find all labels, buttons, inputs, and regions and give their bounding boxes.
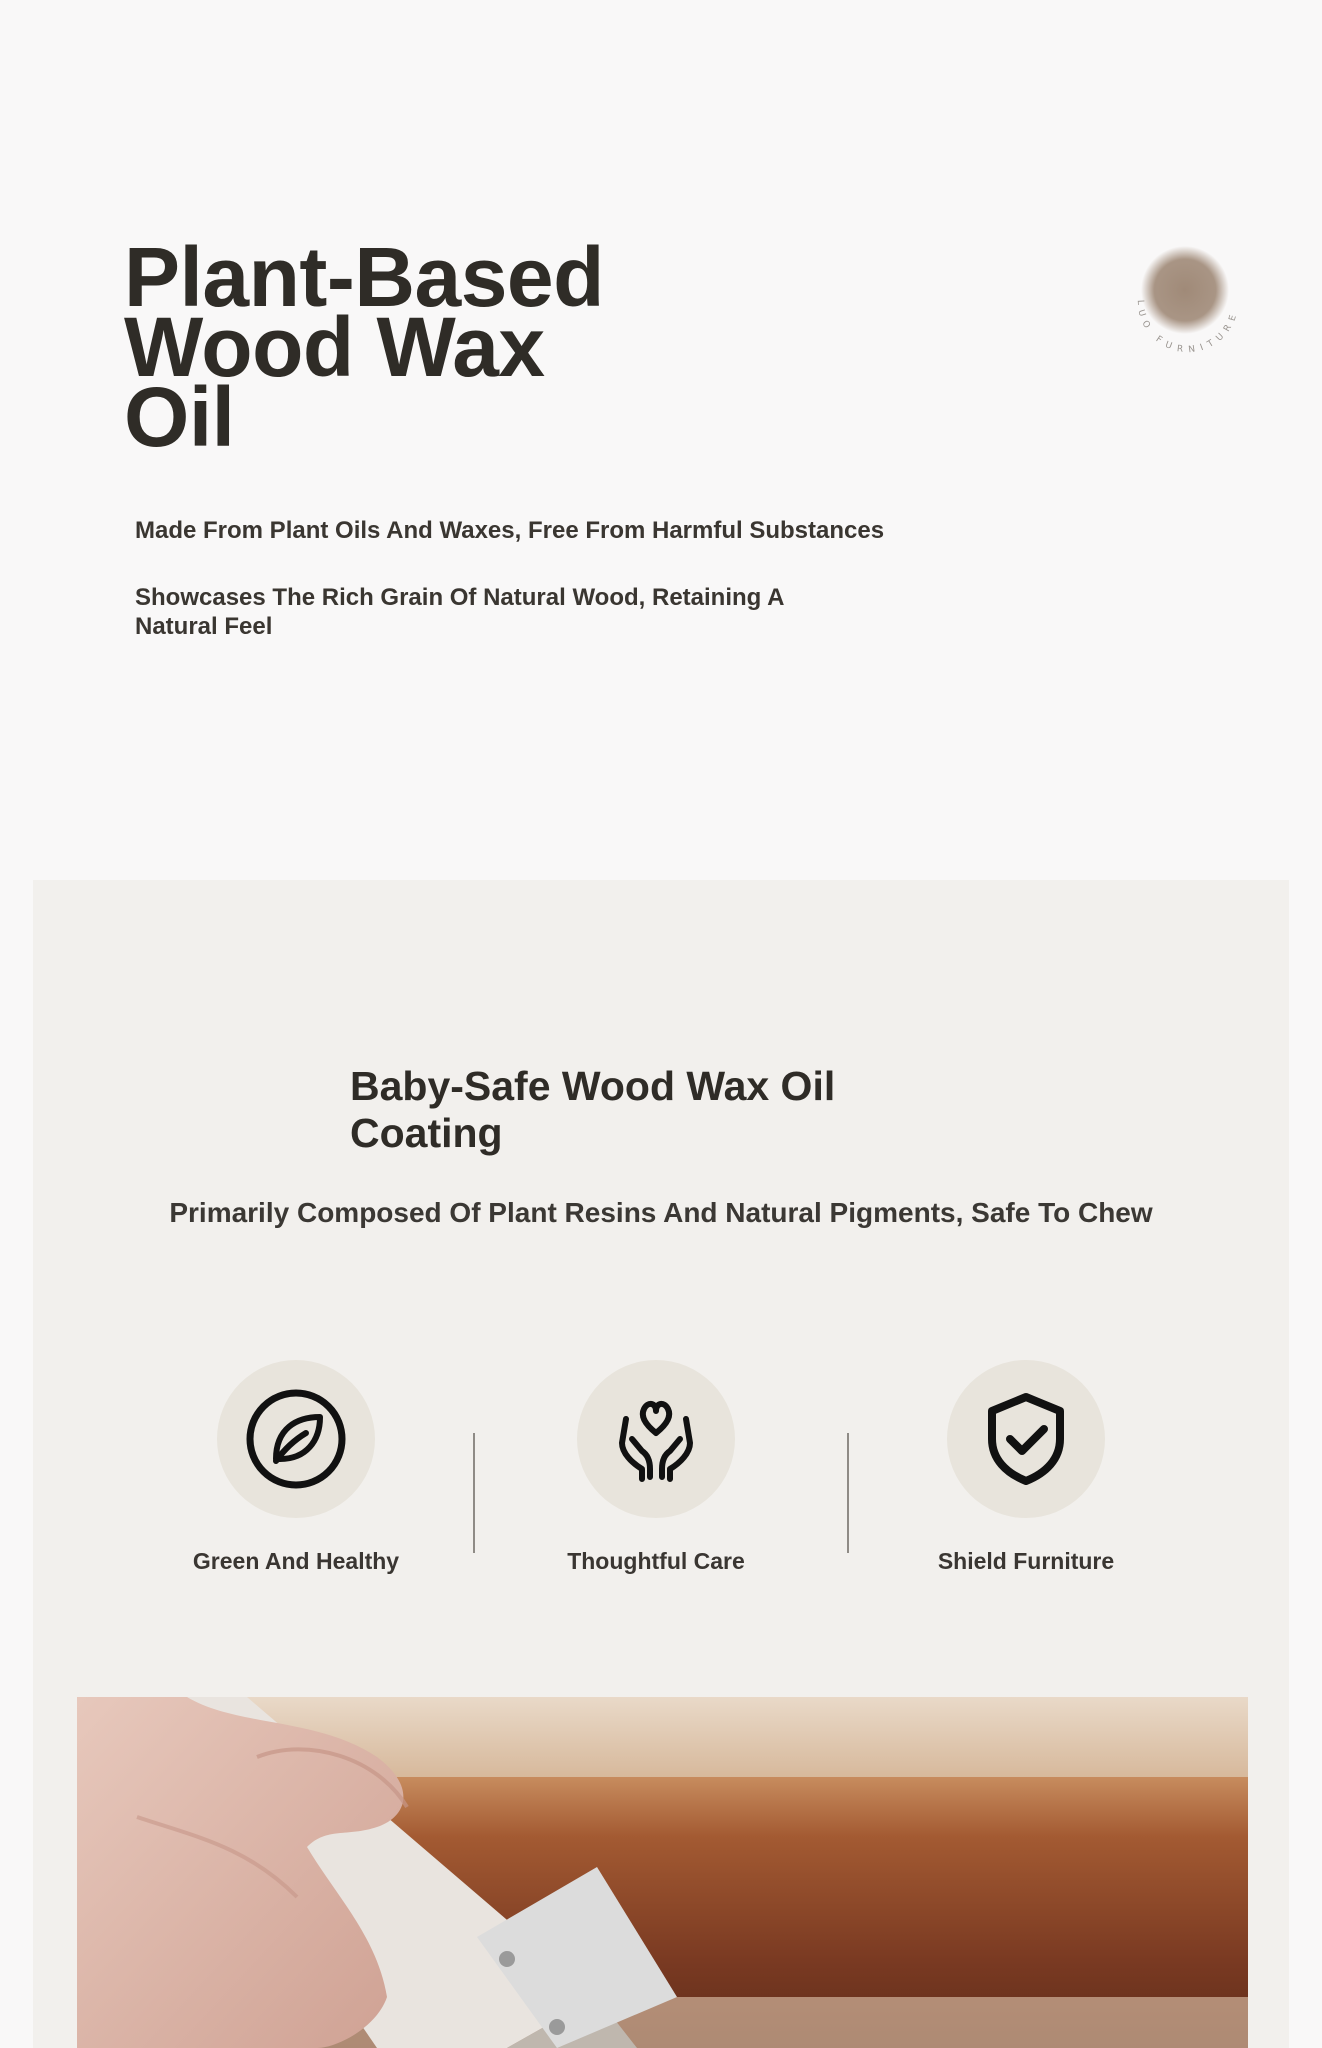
feature-divider bbox=[473, 1433, 475, 1553]
feature-icon-circle bbox=[217, 1360, 375, 1518]
brand-seal-icon bbox=[1120, 240, 1250, 400]
feature-icon-circle bbox=[577, 1360, 735, 1518]
section-title: Baby-Safe Wood Wax Oil Coating bbox=[350, 1063, 836, 1156]
feature-green-healthy bbox=[146, 1360, 446, 1575]
feature-label: Shield Furniture bbox=[937, 1548, 1115, 1574]
brand-seal-text: LUO FURNITURE bbox=[1134, 299, 1241, 356]
leaf-icon bbox=[246, 1389, 346, 1489]
feature-thoughtful-care bbox=[506, 1360, 806, 1575]
hero-feature-line: Showcases The Rich Grain Of Natural Wood, Retaining A Natural Feel bbox=[135, 584, 784, 640]
heart-hands-icon bbox=[606, 1389, 706, 1489]
shield-check-icon bbox=[976, 1389, 1076, 1489]
feature-divider bbox=[847, 1433, 849, 1553]
brand-seal-logo bbox=[1120, 240, 1250, 400]
hero-title bbox=[124, 230, 604, 464]
feature-shield-furniture bbox=[876, 1360, 1176, 1575]
hero-title-line: Wood Wax bbox=[124, 300, 545, 394]
feature-label: Thoughtful Care bbox=[567, 1548, 745, 1574]
section-subtitle: Primarily Composed Of Plant Resins And Natural Pigments, Safe To Chew bbox=[169, 1197, 1153, 1228]
hero-title-line: Oil bbox=[124, 370, 235, 464]
feature-icon-circle bbox=[947, 1360, 1105, 1518]
feature-label: Green And Healthy bbox=[192, 1548, 400, 1574]
photo-illustration bbox=[77, 1697, 1248, 2048]
hero-title-line: Plant-Based bbox=[124, 230, 604, 324]
hand-with-brush-photo bbox=[77, 1697, 1248, 2048]
hero-feature-line: Made From Plant Oils And Waxes, Free From Harmful Substances bbox=[135, 517, 885, 544]
